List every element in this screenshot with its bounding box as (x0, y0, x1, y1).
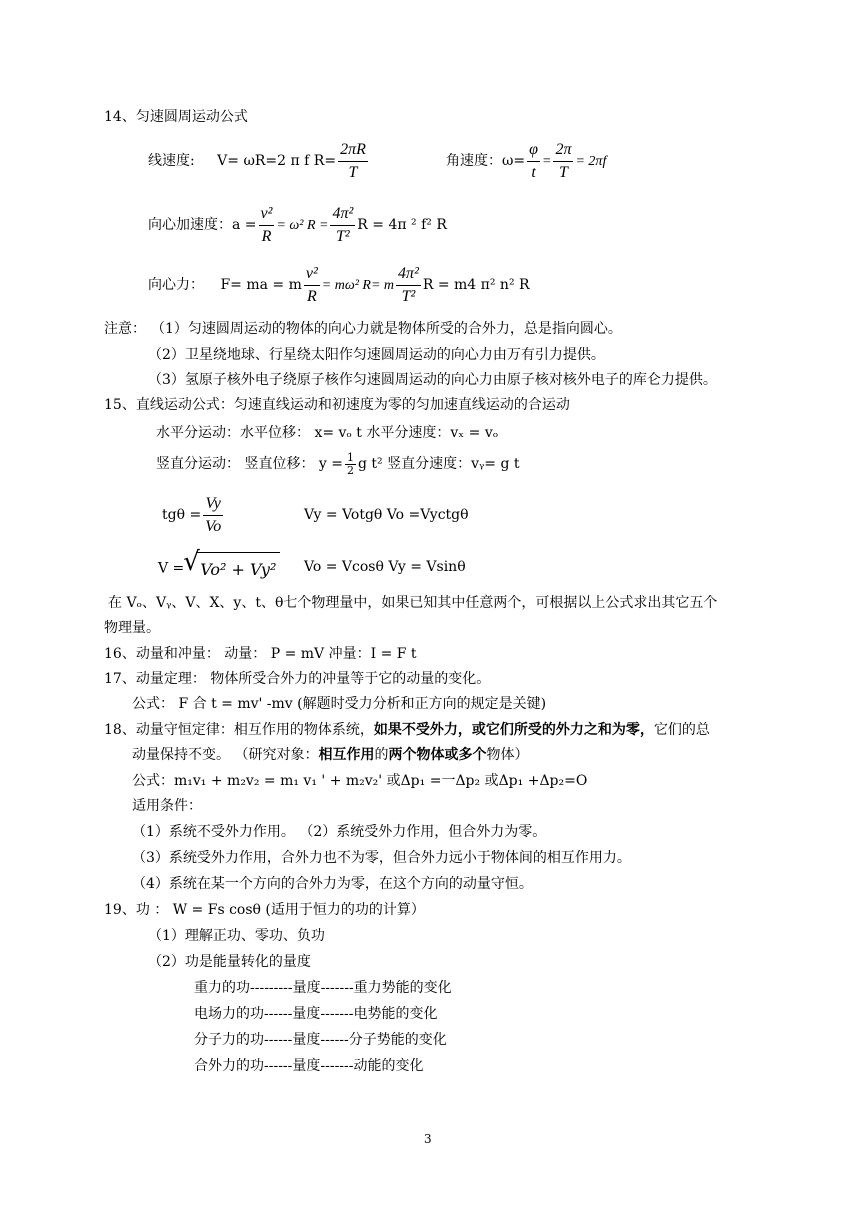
numerator: 1 (347, 450, 354, 464)
formula-tail: R = m4 π² n² R (422, 277, 530, 293)
denominator: T (348, 163, 358, 181)
condition-item: （4）系统在某一个方向的合外力为零，在这个方向的动量守恒。 (132, 876, 533, 892)
denominator: T² (401, 287, 416, 305)
tangent-formula-rest: Vy = Votgθ Vo =Vyctgθ (304, 507, 469, 523)
work-energy-item: 分子力的功------量度------分子势能的变化 (194, 1032, 447, 1048)
velocity-components-formula: Vo = Vcosθ Vy = Vsinθ (304, 559, 466, 575)
vertical-motion-prefix: 竖直分运动： 竖直位移： y = (156, 456, 343, 472)
work-energy-item: 电场力的功------量度-------电势能的变化 (194, 1006, 438, 1022)
section-17-formula: 公式： F 合 t = mv' -mv (解题时受力分析和正方向的规定是关键) (132, 696, 547, 712)
work-point: （1）理解正功、零功、负功 (148, 928, 325, 944)
note-item: （3）氢原子核外电子绕原子核作匀速圆周运动的向心力由原子核对核外电子的库仑力提供。 (148, 372, 717, 388)
denominator: R (261, 227, 272, 245)
note-item: （2）卫星绕地球、行星绕太阳作匀速圆周运动的向心力由万有引力提供。 (148, 347, 605, 363)
notes-line-1 (104, 320, 622, 338)
vertical-motion-line (156, 446, 520, 482)
denominator: R (306, 287, 317, 305)
work-energy-item: 合外力的功------量度-------动能的变化 (194, 1058, 424, 1074)
fraction (527, 139, 540, 184)
text-segment: 18、动量守恒定律：相互作用的物体系统， (104, 722, 374, 738)
velocity-label: V = (158, 560, 185, 577)
numerator: 2πR (338, 139, 368, 162)
paragraph-line: 物理量。 (104, 620, 160, 636)
text-segment: 动量保持不变。 （研究对象： (132, 747, 319, 763)
numerator: 4π² (396, 263, 421, 286)
formula-middle: = ω² R = (276, 218, 329, 233)
formula-middle: = mω² R= m (321, 278, 395, 293)
section-14-title: 14、匀速圆周运动公式 (104, 109, 248, 125)
section-18-title (104, 721, 710, 739)
fraction (553, 139, 573, 184)
velocity-magnitude-formula (158, 552, 280, 585)
denominator: T (559, 163, 568, 181)
fraction (330, 203, 355, 248)
fraction (203, 493, 223, 538)
numerator: 4π² (330, 203, 355, 226)
page-number: 3 (424, 1132, 432, 1146)
notes-label: 注意： (104, 321, 146, 337)
denominator: Vo (205, 517, 222, 535)
note-item: （1）匀速圆周运动的物体的向心力就是物体所受的合外力，总是指向圆心。 (158, 321, 622, 337)
section-18-line-2 (132, 746, 528, 764)
section-19-title: 19、功 ： W = Fs cosθ (适用于恒力的功的计算） (104, 902, 425, 918)
formula-lhs: F= ma = m (220, 277, 302, 293)
emphasized-text: 相互作用 (318, 747, 375, 763)
fraction (304, 263, 320, 308)
text-segment: 它们的总 (653, 722, 710, 738)
vertical-motion-suffix: g t² 竖直分速度：vᵧ= g t (358, 456, 520, 472)
emphasized-text: 两个物体或多个 (388, 747, 487, 763)
section-18-formula: 公式：m₁v₁ + m₂v₂ = m₁ v₁ ' + m₂v₂' 或Δp₁ =一Δp₂ 或Δp₁ +Δp₂=O (132, 773, 588, 789)
angular-velocity-label: 角速度：ω= (446, 153, 526, 169)
numerator: v² (259, 203, 275, 226)
linear-velocity-formula (148, 136, 370, 186)
condition-item: （3）系统受外力作用，合外力也不为零，但合外力远小于物体间的相互作用力。 (132, 850, 631, 866)
numerator: v² (304, 263, 320, 286)
centripetal-force-formula (148, 260, 530, 311)
condition-item: （1）系统不受外力作用。 （2）系统受外力作用，但合外力为零。 (132, 824, 547, 840)
centripetal-force-label: 向心力： (148, 277, 204, 293)
fraction (338, 139, 368, 184)
paragraph-line: 在 Vₒ、Vᵧ、V、X、y、t、θ七个物理量中，如果已知其中任意两个，可根据以上公式求出其它五个 (108, 595, 718, 611)
square-root-expression: √ Vo² + Vy² (196, 552, 280, 585)
tangent-formula-line (162, 490, 225, 540)
denominator: t (531, 163, 536, 181)
centripetal-acceleration-formula (148, 200, 447, 251)
centripetal-acceleration-label: 向心加速度：a = (148, 217, 257, 233)
denominator: 2 (347, 463, 354, 477)
section-16-title: 16、动量和冲量： 动量： P = mV 冲量：I = F t (104, 646, 417, 662)
fraction (259, 203, 275, 248)
work-point: （2）功是能量转化的量度 (148, 954, 311, 970)
emphasized-text: 如果不受外力，或它们所受的外力之和为零， (373, 722, 654, 738)
fraction (396, 263, 421, 308)
angular-velocity-formula (446, 136, 606, 187)
formula-tail: = 2πf (575, 154, 607, 169)
numerator: 2π (553, 139, 573, 162)
numerator: φ (527, 139, 540, 162)
denominator: T² (336, 227, 350, 245)
horizontal-motion-line: 水平分运动：水平位移： x= vₒ t 水平分速度：vₓ = vₒ (156, 425, 499, 441)
fraction (345, 452, 356, 477)
section-17-title: 17、动量定理： 物体所受合外力的冲量等于它的动量的变化。 (104, 671, 491, 687)
text-segment: 的 (374, 747, 389, 763)
tangent-label: tgθ = (162, 507, 202, 523)
text-segment: 物体） (486, 747, 529, 763)
section-15-title: 15、直线运动公式：匀速直线运动和初速度为零的匀加速直线运动的合运动 (104, 397, 570, 413)
formula-tail: R = 4π ² f² R (357, 217, 447, 233)
equals-sign: = (542, 154, 552, 169)
linear-velocity-lhs: V= ωR=2 π f R= (217, 153, 337, 169)
linear-velocity-label: 线速度: (148, 153, 195, 169)
work-energy-item: 重力的功---------量度-------重力势能的变化 (194, 980, 452, 996)
numerator: Vy (203, 493, 223, 516)
applicable-conditions-label: 适用条件： (132, 798, 202, 814)
